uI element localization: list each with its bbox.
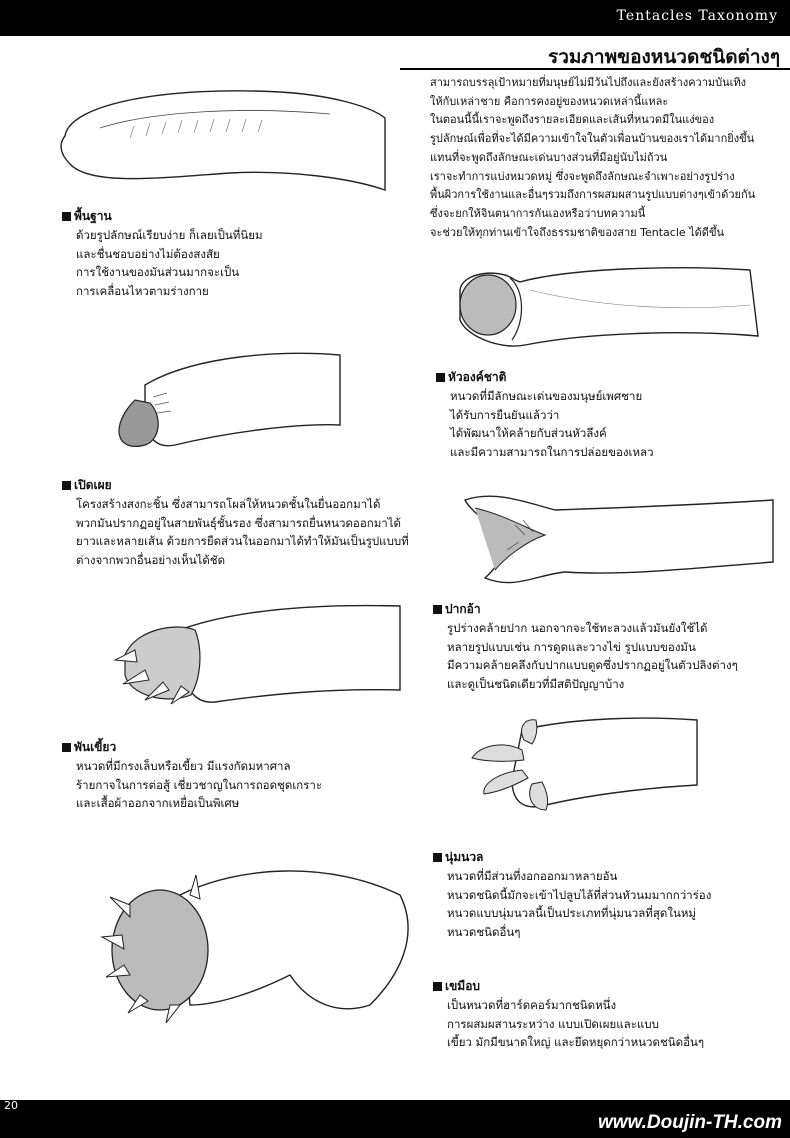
- bullet-square-icon: [62, 481, 71, 490]
- section-phallic: [436, 368, 654, 461]
- page-heading: รวมภาพของหนวดชนิดต่างๆ: [548, 46, 781, 68]
- soft-tentacle-illustration: [462, 710, 702, 820]
- section-brutal: [433, 977, 704, 1052]
- fang-tentacle-illustration: [105, 600, 405, 710]
- header-title: Tentacles Taxonomy: [616, 8, 778, 24]
- page-number: 20: [4, 1099, 18, 1112]
- intro-line: จะช่วยให้ทุกท่านเข้าใจถึงธรรมชาติของสาย Tentacle ได้ดีขึ้น: [430, 225, 724, 239]
- intro-paragraph: [430, 74, 788, 242]
- section-brutal-body: เป็นหนวดที่ฮาร์ดคอร์มากชนิดหนึ่ง การผสมผสานระหว่าง แบบเปิดเผยและแบบ เขี้ยว มักมีขนาดใหญ่ และยึดหยุดกว่าหนวดชนิดอื่นๆ: [447, 998, 705, 1049]
- bullet-square-icon: [433, 982, 442, 991]
- section-basic: [62, 207, 263, 300]
- section-fang: [62, 738, 322, 813]
- intro-line: เราจะทำการแบ่งหมวดหมู่ ซึ่งจะพูดถึงลักษณะจำเพาะอย่างรูปร่าง: [430, 169, 735, 183]
- brutal-tentacle-illustration: [100, 855, 420, 1025]
- section-fang-title: พันเขี้ยว: [62, 738, 322, 757]
- exposed-tentacle-illustration: [105, 345, 345, 455]
- bullet-square-icon: [62, 212, 71, 221]
- section-soft-title: นุ่มนวล: [433, 848, 711, 867]
- bullet-square-icon: [433, 605, 442, 614]
- section-mouth-title: ปากอ้า: [433, 600, 738, 619]
- section-basic-title: พื้นฐาน: [62, 207, 263, 226]
- section-mouth: [433, 600, 738, 693]
- bullet-square-icon: [62, 743, 71, 752]
- phallic-tentacle-illustration: [430, 250, 770, 360]
- section-exposed: [62, 476, 409, 569]
- bullet-square-icon: [433, 853, 442, 862]
- mouth-tentacle-illustration: [455, 480, 775, 590]
- bullet-square-icon: [436, 373, 445, 382]
- section-soft: [433, 848, 711, 941]
- basic-tentacle-illustration: [50, 78, 390, 198]
- header-bar: [0, 0, 790, 36]
- section-mouth-body: รูปร่างคล้ายปาก นอกจากจะใช้ทะลวงแล้วมันยังใช้ได้ หลายรูปแบบเช่น การดูดและวางไข่ รูปแบบของมัน มีความคล้ายคลึงกับปากแบบดูดซึ่งปรากฏอยู่ในตัวปลิงต่างๆ และดูเป็นชนิดเดียวที่มีสติปัญญาบ้าง: [447, 621, 738, 691]
- section-basic-body: ด้วยรูปลักษณ์เรียบง่าย ก็เลยเป็นที่นิยม และชื่นชอบอย่างไม่ต้องสงสัย การใช้งานของมันส่วนมากจะเป็น การเคลื่อนไหวตามร่างกาย: [76, 228, 263, 298]
- section-fang-body: หนวดที่มีกรงเล็บหรือเขี้ยว มีแรงกัดมหาศาล ร้ายกาจในการต่อสู้ เชี่ยวชาญในการถอดชุดเกราะ และเสื้อผ้าออกจากเหยื่อเป็นพิเศษ: [76, 759, 323, 810]
- section-soft-body: หนวดที่มีส่วนที่งอกออกมาหลายอัน หนวดชนิดนี้มักจะเข้าไปลูบไล้ที่ส่วนหัวนมมากกว่าร่อง หนวดแบบนุ่มนวลนี้เป็นประเภทที่นุ่มนวลที่สุดในหมู่ หนวดชนิดอื่นๆ: [447, 869, 712, 939]
- section-exposed-title: เปิดเผย: [62, 476, 409, 495]
- section-brutal-title: เขมือบ: [433, 977, 704, 996]
- section-phallic-title: หัวองค์ชาติ: [436, 368, 654, 387]
- section-phallic-body: หนวดที่มีลักษณะเด่นของมนุษย์เพศชาย ได้รับการยืนยันแล้วว่า ได้พัฒนาให้คล้ายกับส่วนหัวลึงค์ และมีความสามารถในการปล่อยของเหลว: [450, 389, 654, 459]
- section-exposed-body: โครงสร้างสงกะชิ้น ซึ่งสามารถโผล่ให้หนวดชั้นในยื่นออกมาได้ พวกมันปรากฏอยู่ในสายพันธุ์ชั้นรอง ซึ่งสามารถยื่นหนวดออกมาได้ ยาวและหลายเส้น ด้วยการยืดส่วนในออกมาได้ทำให้มันเป็นรูปแบบที่ ต่างจากพวกอื่นอย่างเห็นได้ชัด: [76, 497, 409, 567]
- intro-line: ซึ่งจะยกให้จินตนาการกันเองหรือว่าบทความนี้: [430, 206, 646, 220]
- intro-line: สามารถบรรลุเป้าหมายที่มนุษย์ไม่มีวันไปถึงและยังสร้างความบันเทิง: [430, 76, 747, 89]
- intro-line: ให้กับเหล่าชาย คือการคงอยู่ของหนวดเหล่านี้แหละ: [430, 94, 669, 108]
- watermark-text: www.Doujin-TH.com: [597, 1112, 782, 1133]
- intro-line: แทนที่จะพูดถึงลักษณะเด่นบางส่วนที่มีอยู่นับไม่ถ้วน: [430, 150, 668, 164]
- intro-line: รูปลักษณ์เพื่อที่จะได้มีความเข้าใจในตัวเพื่อนบ้านของเราได้มากยิ่งขึ้น: [430, 132, 755, 146]
- heading-underline: [400, 68, 790, 70]
- intro-line: พื้นผิวการใช้งานและอื่นๆรวมถึงการผสมผสานรูปแบบต่างๆเข้าด้วยกัน: [430, 188, 756, 202]
- intro-line: ในตอนนี้นี้เราจะพูดถึงรายละเอียดและเส้นที่หนวดมีในแง่ของ: [430, 113, 715, 127]
